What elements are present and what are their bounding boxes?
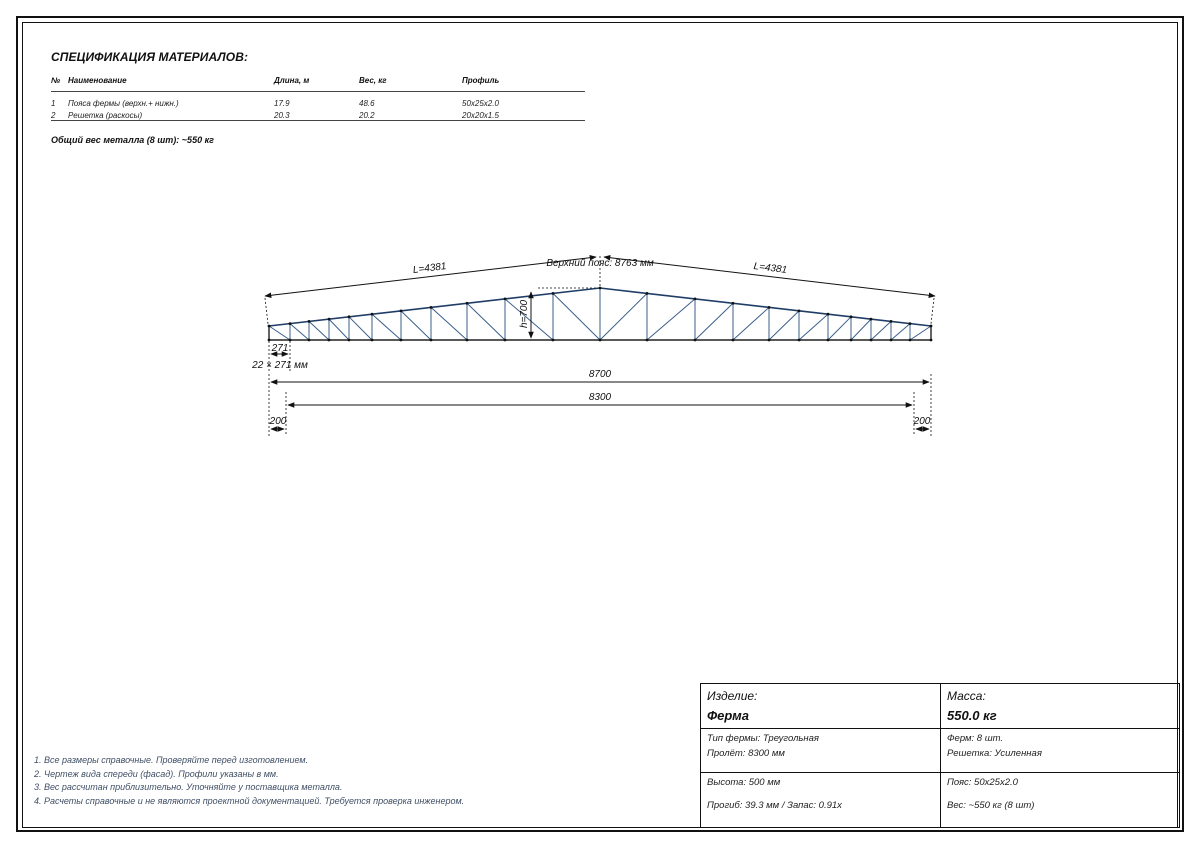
truss-node <box>930 339 933 342</box>
overall-span-label: 8700 <box>588 369 612 380</box>
truss-diagonal <box>269 326 290 340</box>
truss-node <box>308 320 311 323</box>
panel-label: 271 <box>271 343 289 354</box>
truss-diagonal <box>851 319 871 340</box>
lattice-type: Решетка: Усиленная <box>947 748 1042 759</box>
truss-node <box>328 318 331 321</box>
title-block-divider <box>701 728 1179 729</box>
truss-node <box>909 339 912 342</box>
truss-diagonal <box>695 303 733 340</box>
truss-node <box>890 320 893 323</box>
spec-total: Общий вес металла (8 шт): ~550 кг <box>51 135 214 145</box>
truss-node <box>268 325 271 328</box>
table-cell: 50x25x2.0 <box>462 99 499 108</box>
truss-node <box>328 339 331 342</box>
note-item: 2. Чертеж вида спереди (фасад). Профили указаны в мм. <box>34 768 279 779</box>
table-cell: 1 <box>51 99 56 108</box>
title-block-divider <box>701 772 1179 773</box>
note-item: 3. Вес рассчитан приблизительно. Уточняйте у поставщика металла. <box>34 782 343 793</box>
right-slope-extension <box>931 298 934 324</box>
truss-node <box>599 287 602 290</box>
truss-node <box>504 339 507 342</box>
mass-value: 550.0 кг <box>947 708 997 723</box>
truss-node <box>371 313 374 316</box>
truss-node <box>289 339 292 342</box>
height-label: h=700 <box>519 299 530 329</box>
note-item: 4. Расчеты справочные и не являются проектной документацией. Требуется проверка инженером. <box>34 795 465 806</box>
truss-node <box>646 339 649 342</box>
truss-diagonal <box>349 317 372 340</box>
right-slope-label: L=4381 <box>752 261 788 276</box>
table-cell: 17.9 <box>274 99 290 108</box>
truss-diagonal <box>828 317 851 340</box>
chord-profile: Пояс: 50x25x2.0 <box>947 777 1018 788</box>
truss-node <box>870 318 873 321</box>
truss-diagonal <box>769 311 799 340</box>
truss-node <box>732 302 735 305</box>
left-slope-label: L=4381 <box>412 261 448 276</box>
mass-label: Масса: <box>947 689 986 703</box>
truss-node <box>289 322 292 325</box>
left-support-label: 200 <box>269 416 287 427</box>
truss-diagonal <box>553 293 600 340</box>
spec-col-name: Наименование <box>68 76 127 85</box>
truss-node <box>430 339 433 342</box>
clear-span-label: 8300 <box>588 392 612 403</box>
truss-diagonal <box>401 311 431 340</box>
panel-count-label: 22 × 271 мм <box>252 360 308 371</box>
product-label: Изделие: <box>707 689 758 703</box>
table-cell: 48.6 <box>359 99 375 108</box>
truss-node <box>599 339 602 342</box>
truss-node <box>850 339 853 342</box>
truss-node <box>268 339 271 342</box>
spec-col-profile: Профиль <box>462 76 500 85</box>
truss-diagonal <box>799 314 828 340</box>
truss-node <box>400 339 403 342</box>
truss-node <box>400 309 403 312</box>
truss-node <box>348 339 351 342</box>
table-cell: 2 <box>51 111 56 120</box>
truss-node <box>308 339 311 342</box>
total-weight: Вес: ~550 кг (8 шт) <box>947 800 1035 811</box>
truss-node <box>430 306 433 309</box>
truss-node <box>768 306 771 309</box>
truss-diagonal <box>733 307 769 340</box>
truss-node <box>466 339 469 342</box>
title-block-divider <box>940 684 941 827</box>
drawing-notes <box>34 754 464 808</box>
truss-node <box>798 309 801 312</box>
truss-node <box>827 339 830 342</box>
left-slope-extension <box>265 298 268 324</box>
truss-node <box>827 313 830 316</box>
title-block <box>700 683 1180 828</box>
truss-node <box>909 322 912 325</box>
truss-node <box>732 339 735 342</box>
truss-type: Тип фермы: Треугольная <box>707 733 820 744</box>
truss-diagonal <box>647 299 695 340</box>
truss-diagonal <box>309 321 329 340</box>
deflection-value: Прогиб: 39.3 мм / Запас: 0.91x <box>707 800 842 811</box>
truss-node <box>504 298 507 301</box>
truss-node <box>371 339 374 342</box>
truss-node <box>646 292 649 295</box>
truss-diagonal <box>372 314 401 340</box>
truss-node <box>552 339 555 342</box>
truss-diagonal <box>467 303 505 340</box>
truss-node <box>348 315 351 318</box>
spec-col-weight: Вес, кг <box>359 76 387 85</box>
spec-col-length: Длина, м <box>274 76 310 85</box>
product-value: Ферма <box>707 708 749 723</box>
truss-node <box>694 298 697 301</box>
table-cell: Пояса фермы (верхн.+ нижн.) <box>68 99 179 108</box>
truss-node <box>870 339 873 342</box>
truss-node <box>930 325 933 328</box>
note-item: 1. Все размеры справочные. Проверяйте перед изготовлением. <box>34 755 309 765</box>
truss-count: Ферм: 8 шт. <box>947 733 1004 744</box>
top-chord-length-label: Верхний пояс: 8763 мм <box>546 258 654 269</box>
truss-diagonal <box>871 321 891 340</box>
truss-node <box>552 292 555 295</box>
truss-diagonal <box>891 324 910 340</box>
truss-diagonal <box>910 326 931 340</box>
table-cell: Решетка (раскосы) <box>68 111 143 120</box>
truss-node <box>466 302 469 305</box>
truss-node <box>768 339 771 342</box>
table-cell: 20.3 <box>274 111 290 120</box>
height-value: Высота: 500 мм <box>707 777 781 788</box>
truss-diagonal <box>431 307 467 340</box>
truss-diagonal <box>329 319 349 340</box>
truss-node <box>694 339 697 342</box>
table-cell: 20.2 <box>359 111 375 120</box>
spec-col-number: № <box>51 76 61 85</box>
truss-node <box>798 339 801 342</box>
right-support-label: 200 <box>913 416 931 427</box>
span-value: Пролёт: 8300 мм <box>707 748 785 759</box>
truss-node <box>850 315 853 318</box>
spec-title: СПЕЦИФИКАЦИЯ МАТЕРИАЛОВ: <box>51 50 249 64</box>
table-cell: 20x20x1.5 <box>462 111 499 120</box>
truss-diagonal <box>290 324 309 340</box>
truss-diagonal <box>600 293 647 340</box>
truss-node <box>890 339 893 342</box>
